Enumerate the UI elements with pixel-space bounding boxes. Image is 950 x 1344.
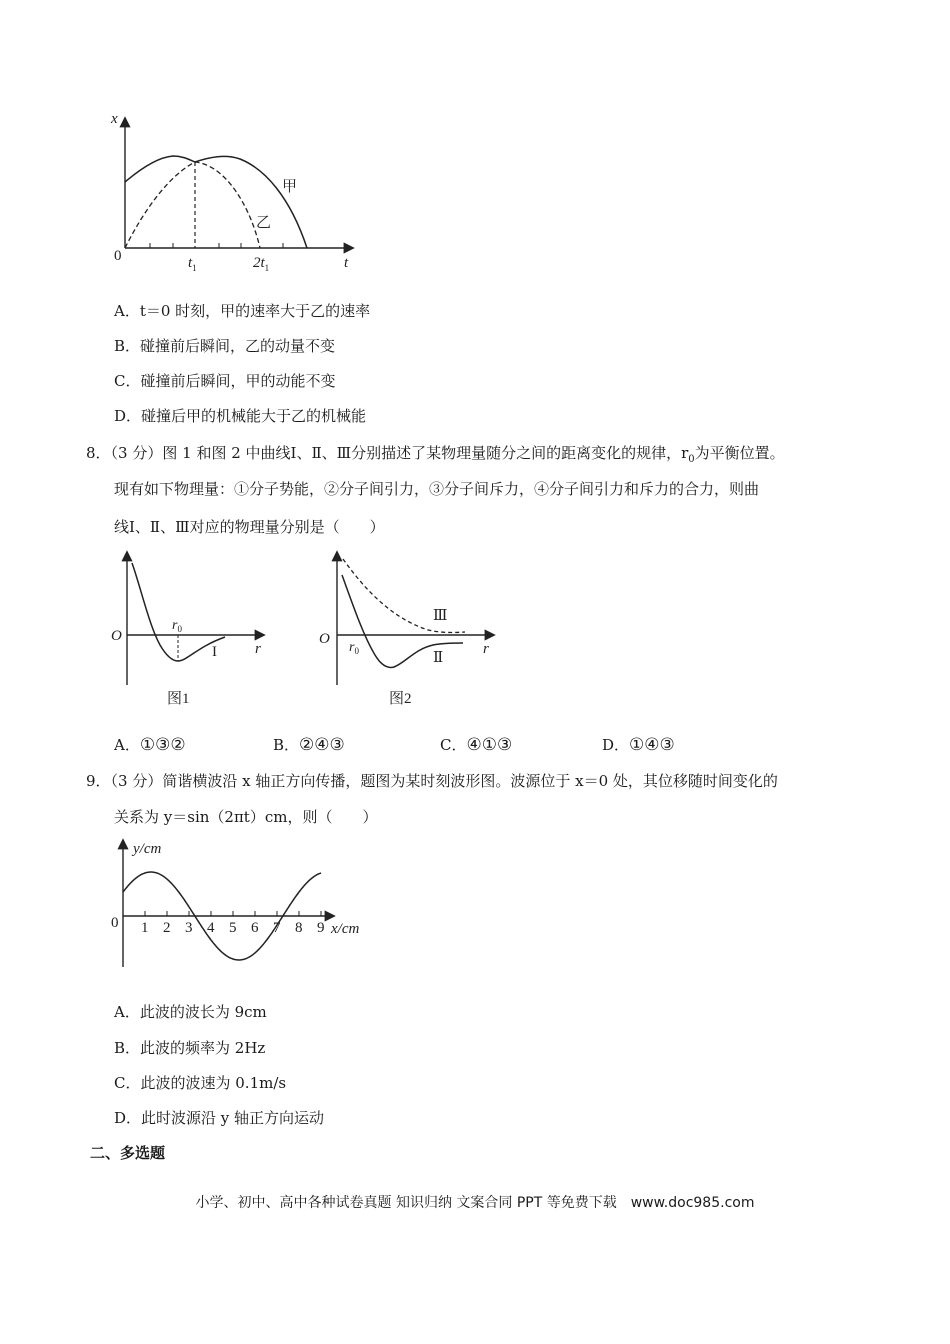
q9-tick-label: 5 [229, 920, 237, 936]
q9-option-a[interactable]: A．此波的波长为 9cm [114, 1003, 267, 1021]
q9-option-b[interactable]: B．此波的频率为 2Hz [114, 1039, 266, 1057]
q7-curve-yi [125, 162, 260, 248]
q9-tick-label: 9 [317, 920, 325, 936]
q7-tick-2t1: $2t_1$ [253, 255, 270, 273]
q8-fig1-curve-label: I [212, 644, 217, 660]
q8-option-d[interactable]: D．①④③ [602, 735, 675, 755]
q7-option-d[interactable]: D．碰撞后甲的机械能大于乙的机械能 [114, 407, 367, 425]
section-header: 二、多选题 [90, 1144, 166, 1162]
q8-option-a[interactable]: A．①③② [114, 735, 186, 755]
q9-tick-label: 1 [141, 920, 149, 936]
q8-option-b[interactable]: B．②④③ [273, 735, 345, 755]
q9-origin: 0 [111, 915, 119, 931]
q8-figure2 [315, 545, 505, 715]
q7-curve-jia-label: 甲 [282, 179, 298, 195]
q8-stem-line1: 8．（3 分）图 1 和图 2 中曲线Ⅰ、Ⅱ、Ⅲ分别描述了某物理量随分之间的距离变化的规律，$r_0$为平衡位置。 [86, 444, 785, 465]
q8-fig2-r0: $r_0$ [349, 640, 359, 656]
q8-option-c[interactable]: C．④①③ [440, 735, 513, 755]
q9-tick-label: 2 [163, 920, 171, 936]
q9-number: 9． [86, 772, 111, 790]
q7-option-c[interactable]: C．碰撞前后瞬间，甲的动能不变 [114, 372, 336, 390]
q7-curve-jia [125, 156, 307, 248]
q7-x-axis-label: t [344, 255, 349, 271]
q9-tick-label: 6 [251, 920, 259, 936]
q8-fig2-caption: 图2 [389, 691, 412, 707]
q8-fig2-origin: O [319, 631, 330, 647]
q8-fig2-curve-ii-label: Ⅱ [433, 650, 444, 666]
q8-stem-line3: 线Ⅰ、Ⅱ、Ⅲ对应的物理量分别是（ ） [114, 518, 385, 536]
q7-option-b[interactable]: B．碰撞前后瞬间，乙的动量不变 [114, 337, 336, 355]
q9-option-d[interactable]: D．此时波源沿 y 轴正方向运动 [114, 1109, 325, 1127]
q8-fig1-r0: $r_0$ [172, 618, 182, 634]
q7-tick-t1: $t_1$ [188, 255, 197, 273]
q7-graph [100, 105, 370, 280]
q8-stem-line2: 现有如下物理量：①分子势能，②分子间引力，③分子间斥力，④分子间引力和斥力的合力，则曲 [114, 480, 760, 498]
q9-stem-line1: 9．（3 分）简谐横波沿 x 轴正方向传播，题图为某时刻波形图。波源位于 x＝0 处，其位移随时间变化的 [86, 772, 778, 790]
q9-ticks [141, 911, 325, 936]
q9-option-c[interactable]: C．此波的波速为 0.1m/s [114, 1074, 287, 1092]
q8-number: 8． [86, 444, 111, 462]
q8-figure1 [105, 545, 275, 715]
q9-tick-label: 8 [295, 920, 303, 936]
q8-fig2-axis-label: r [483, 641, 489, 657]
q7-origin: 0 [114, 248, 122, 264]
page-footer: 小学、初中、高中各种试卷真题 知识归纳 文案合同 PPT 等免费下载 www.doc985.com [195, 1195, 755, 1211]
q9-stem-line2: 关系为 y＝sin（2πt）cm，则（ ） [114, 808, 378, 826]
q7-curve-yi-label: 乙 [256, 215, 272, 231]
q9-y-label: y/cm [133, 841, 162, 857]
q8-fig1-axis-label: r [255, 641, 261, 657]
q9-graph [105, 835, 385, 975]
q8-fig2-curve-iii-label: Ⅲ [433, 608, 448, 624]
q8-fig1-caption: 图1 [167, 691, 190, 707]
q7-y-axis-label: x [111, 111, 118, 127]
q9-tick-label: 7 [273, 920, 281, 936]
q7-option-a[interactable]: A．t＝0 时刻，甲的速率大于乙的速率 [114, 302, 371, 320]
q9-x-label: x/cm [331, 921, 360, 937]
q9-tick-label: 3 [185, 920, 193, 936]
q9-tick-label: 4 [207, 920, 215, 936]
q8-fig1-origin: O [111, 628, 122, 644]
